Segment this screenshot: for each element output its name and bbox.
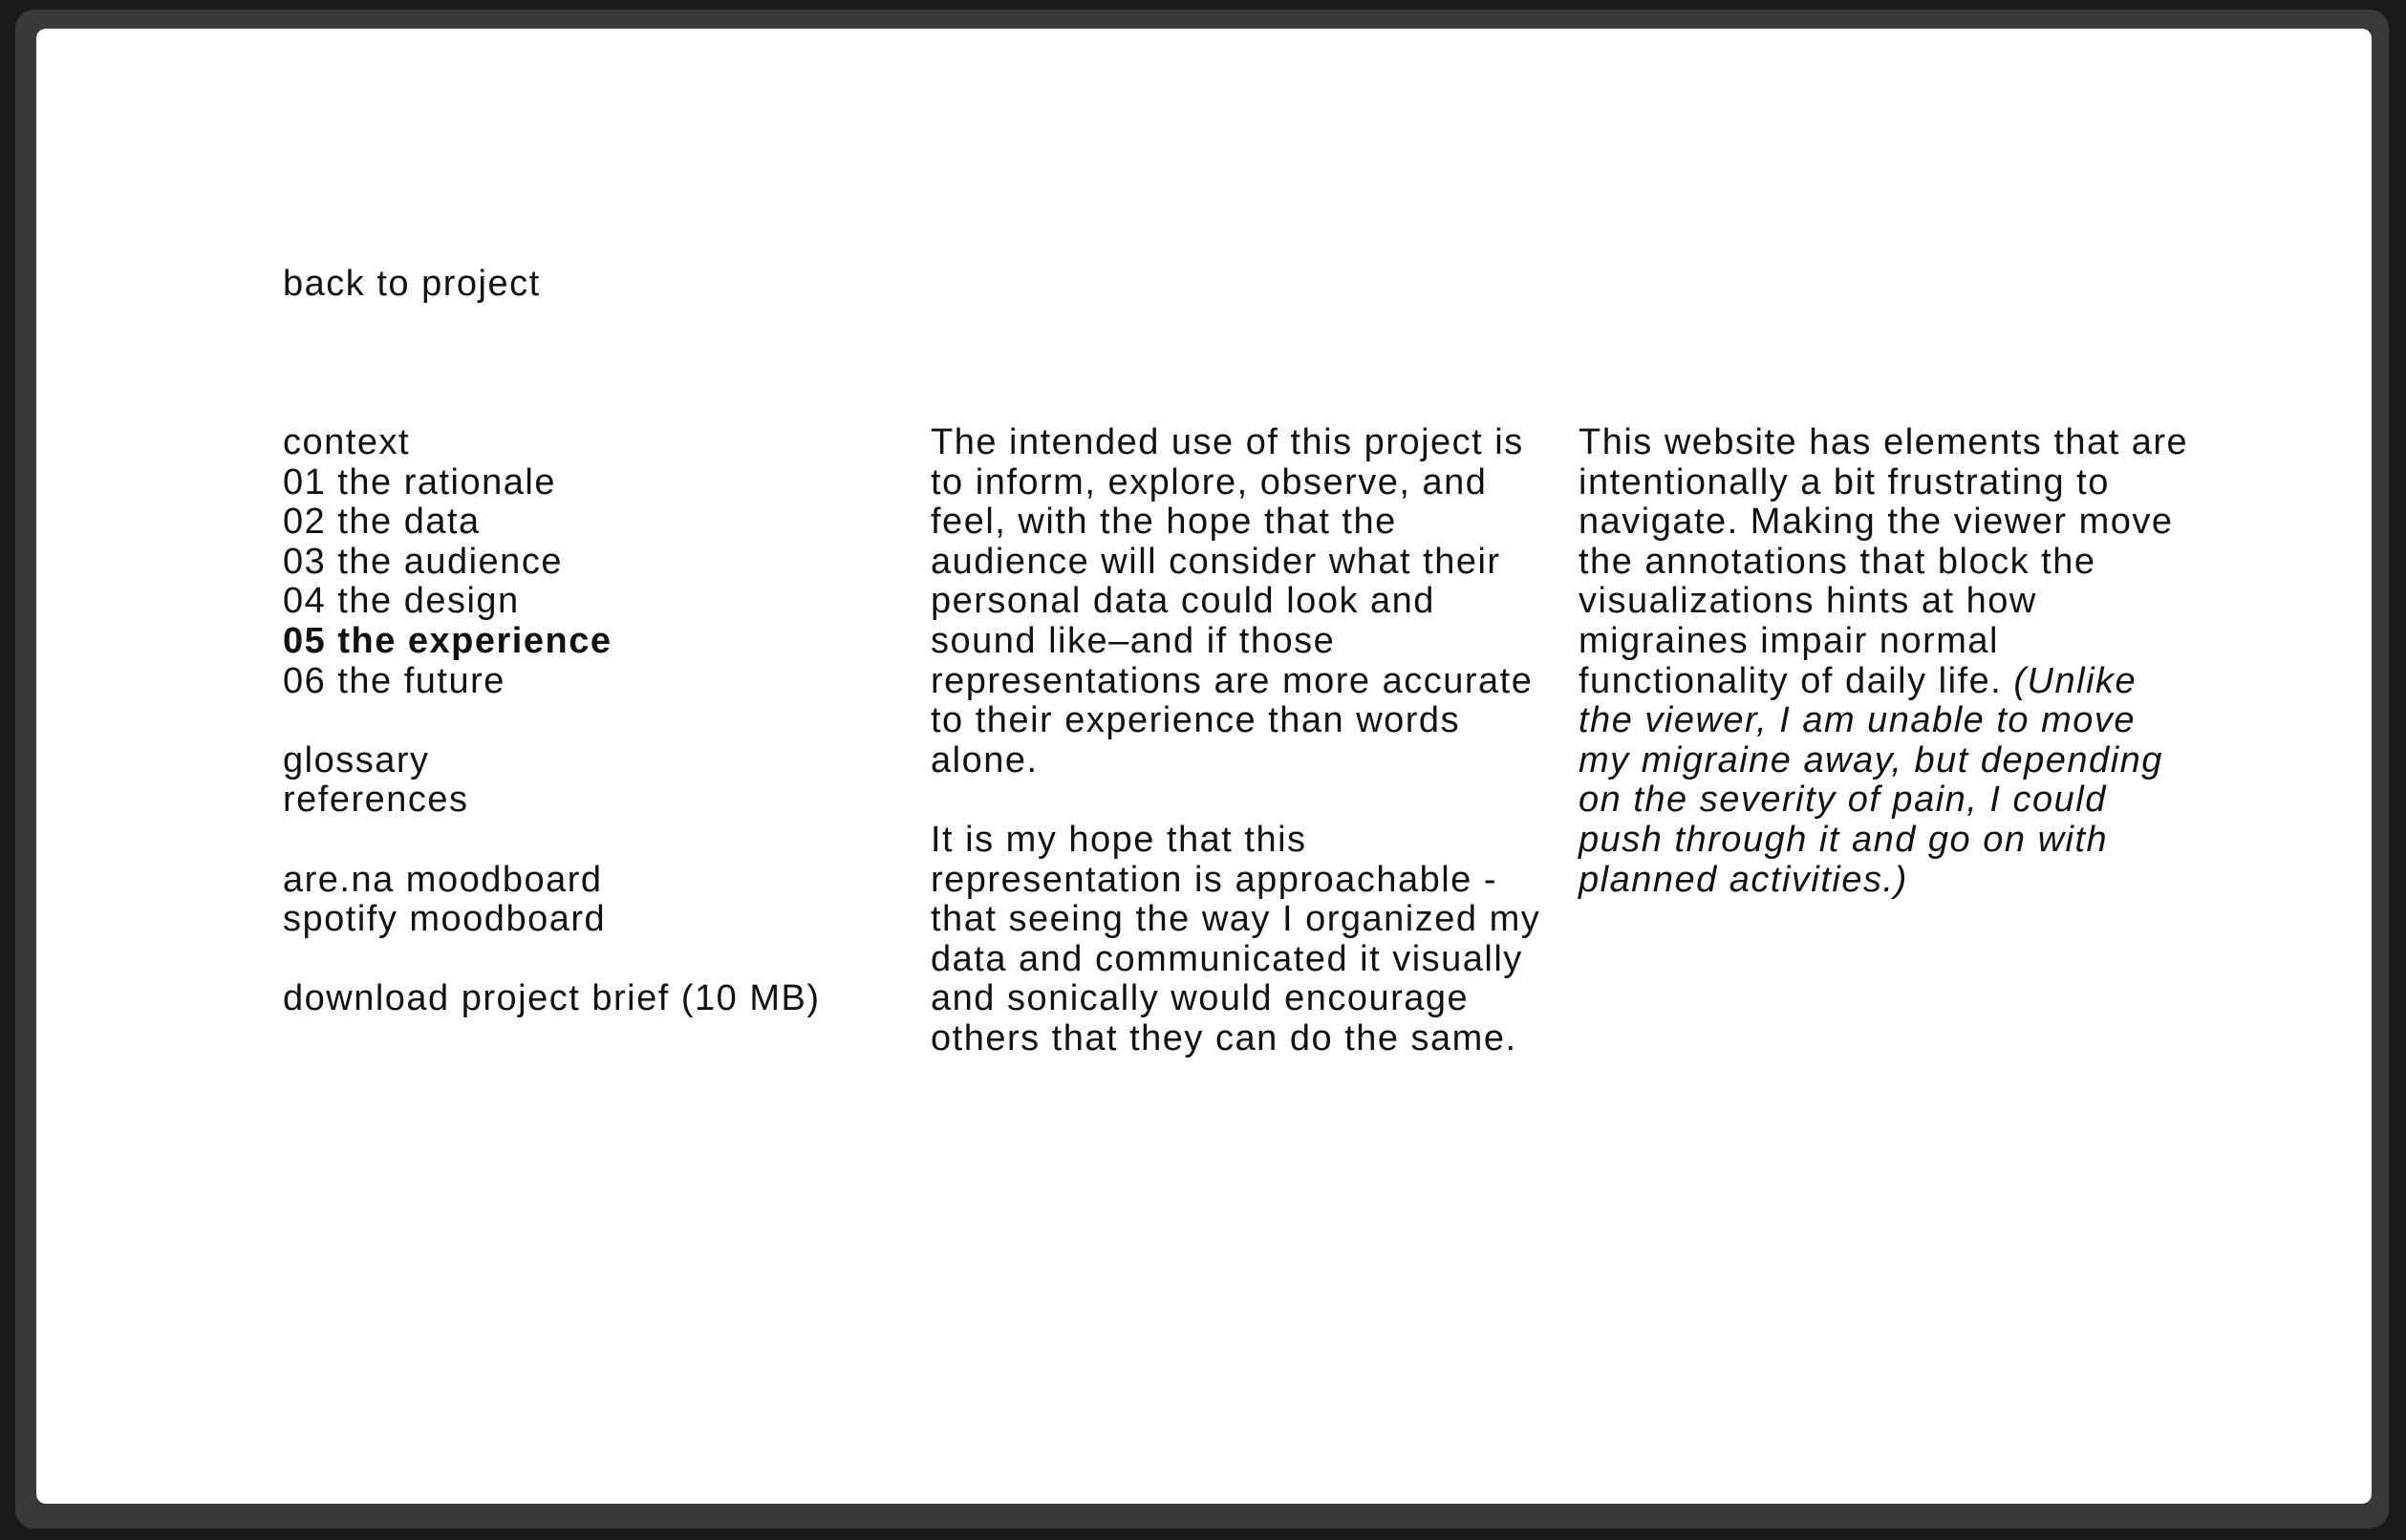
nav-item-design — [283, 582, 894, 622]
nav-link-references[interactable]: references — [283, 780, 469, 821]
nav-group-download — [283, 979, 894, 1019]
intended-use-paragraph: The intended use of this project is to inform, explore, observe, and feel, with the hope that the audience will consider what their personal data could look and sound like–and if those representations are more accurate to their experience than words alone. — [931, 422, 1534, 781]
back-to-project-link[interactable]: back to project — [283, 264, 541, 304]
section-nav — [283, 423, 894, 1059]
nav-group-chapters — [283, 423, 894, 701]
nav-item-audience — [283, 543, 894, 583]
nav-link-design[interactable]: 04 the design — [283, 581, 520, 622]
nav-link-experience-active[interactable]: 05 the experience — [283, 620, 612, 661]
browser-window — [36, 29, 2372, 1504]
nav-item-rationale — [283, 463, 894, 503]
nav-group-moodboards — [283, 861, 894, 940]
frustration-paragraph — [1579, 423, 2190, 900]
nav-item-spotify-moodboard — [283, 900, 894, 940]
approachable-paragraph: It is my hope that this representation is approachable - that seeing the way I organized my data and communicated it visually and sonically would encourage others that they can do the same. — [931, 819, 1541, 1059]
nav-link-spotify-moodboard[interactable]: spotify moodboard — [283, 899, 607, 940]
nav-item-context — [283, 423, 894, 463]
nav-link-rationale[interactable]: 01 the rationale — [283, 461, 556, 503]
nav-item-future — [283, 662, 894, 702]
nav-group-resources — [283, 741, 894, 821]
nav-link-data[interactable]: 02 the data — [283, 502, 481, 543]
nav-link-arena-moodboard[interactable]: are.na moodboard — [283, 859, 603, 900]
nav-item-experience — [283, 622, 894, 662]
content-column-intended-use — [931, 423, 1542, 1099]
nav-link-glossary[interactable]: glossary — [283, 739, 430, 781]
nav-link-future[interactable]: 06 the future — [283, 660, 505, 701]
nav-item-references — [283, 781, 894, 821]
download-project-brief-link[interactable]: download project brief (10 MB) — [283, 978, 821, 1019]
nav-link-audience[interactable]: 03 the audience — [283, 541, 563, 582]
migraine-aside-text: (Unlike the viewer, I am unable to move my migraine away, but depending on the severity of pain, I could push through it and go on with planned activities.) — [1579, 660, 2163, 900]
nav-item-download-brief — [283, 979, 894, 1019]
nav-item-glossary — [283, 741, 894, 781]
content-column-frustration — [1579, 423, 2190, 940]
nav-link-context[interactable]: context — [283, 422, 411, 462]
nav-item-arena-moodboard — [283, 861, 894, 901]
nav-item-data — [283, 503, 894, 543]
frustration-text: This website has elements that are intentionally a bit frustrating to navigate. Making the viewer move the annotations that block the visualizations hints at how migraines impair normal functionality of daily life. — [1579, 422, 2189, 701]
